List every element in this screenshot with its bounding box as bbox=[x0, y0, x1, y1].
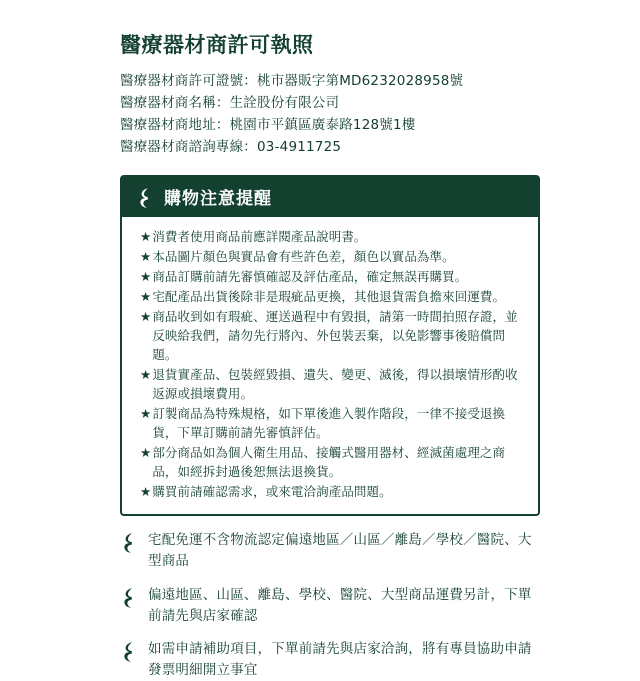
notice-item bbox=[140, 287, 524, 306]
star-bullet-icon: ★ bbox=[140, 483, 152, 499]
star-bullet-icon: ★ bbox=[140, 444, 152, 460]
notice-item bbox=[140, 307, 524, 364]
star-bullet-icon: ★ bbox=[140, 308, 152, 324]
notice-item bbox=[140, 267, 524, 286]
shopping-notice-list bbox=[122, 217, 538, 514]
license-line: 醫療器材商諮詢專線：03-4911725 bbox=[120, 138, 342, 155]
notice-item bbox=[140, 247, 524, 266]
license-info-block bbox=[120, 71, 540, 158]
license-line: 醫療器材商名稱：生詮股份有限公司 bbox=[120, 95, 340, 112]
license-line: 醫療器材商許可證號：桃市器販字第MD6232028958號 bbox=[120, 73, 464, 90]
brand-s-mark-icon bbox=[120, 641, 140, 663]
notice-item bbox=[140, 227, 524, 246]
notice-item-text: 消費者使用商品前應詳閱產品說明書。 bbox=[152, 228, 367, 244]
notice-item-text: 商品訂購前請先審慎確認及評估產品，確定無誤再購買。 bbox=[152, 268, 468, 284]
shopping-notice-box bbox=[120, 175, 540, 516]
shipping-note-text: 如需申請補助項目，下單前請先與店家洽詢，將有專員協助申請發票明細開立事宜 bbox=[148, 641, 532, 679]
page-title: 醫療器材商許可執照 bbox=[120, 33, 314, 57]
notice-item-text: 購買前請確認需求，或來電洽詢產品問題。 bbox=[152, 483, 392, 499]
license-line: 醫療器材商地址：桃園市平鎮區廣泰路128號1樓 bbox=[120, 117, 416, 134]
star-bullet-icon: ★ bbox=[140, 405, 152, 421]
shopping-notice-header bbox=[122, 177, 538, 217]
notice-item bbox=[140, 482, 524, 501]
notice-item bbox=[140, 365, 524, 403]
notice-item-text: 部分商品如為個人衛生用品、接觸式醫用器材、經滅菌處理之商品，如經拆封過後恕無法退換貨。 bbox=[152, 444, 506, 479]
brand-s-mark-icon bbox=[120, 587, 140, 609]
brand-s-mark-icon bbox=[120, 532, 140, 554]
shipping-note-row bbox=[120, 639, 540, 681]
notice-item-text: 訂製商品為特殊規格，如下單後進入製作階段，一律不接受退換貨，下單訂購前請先審慎評估。 bbox=[152, 405, 506, 440]
brand-s-mark-icon bbox=[136, 187, 156, 209]
star-bullet-icon: ★ bbox=[140, 366, 152, 382]
shipping-note-row bbox=[120, 530, 540, 572]
star-bullet-icon: ★ bbox=[140, 268, 152, 284]
notice-item bbox=[140, 404, 524, 442]
notice-item-text: 宅配產品出貨後除非是瑕疵品更換，其他退貨需負擔來回運費。 bbox=[152, 288, 506, 304]
notice-item bbox=[140, 443, 524, 481]
shipping-note-text: 偏遠地區、山區、離島、學校、醫院、大型商品運費另計，下單前請先與店家確認 bbox=[148, 586, 532, 624]
star-bullet-icon: ★ bbox=[140, 228, 152, 244]
shipping-note-text: 宅配免運不含物流認定偏遠地區／山區／離島／學校／醫院、大型商品 bbox=[148, 531, 532, 569]
shipping-note-row bbox=[120, 585, 540, 627]
notice-item-text: 本品圖片顏色與實品會有些許色差，顏色以實品為準。 bbox=[152, 248, 455, 264]
shopping-notice-heading: 購物注意提醒 bbox=[164, 188, 272, 209]
star-bullet-icon: ★ bbox=[140, 248, 152, 264]
notice-item-text: 退貨實產品、包裝經毀損、遺失、變更、滅後，得以損壞情形酌收返源或損壞費用。 bbox=[152, 366, 518, 401]
star-bullet-icon: ★ bbox=[140, 288, 152, 304]
notice-item-text: 商品收到如有瑕疵、運送過程中有毀損，請第一時間拍照存證，並反映給我們，請勿先行將內、外包裝丟棄，以免影響事後賠償問題。 bbox=[152, 308, 518, 362]
